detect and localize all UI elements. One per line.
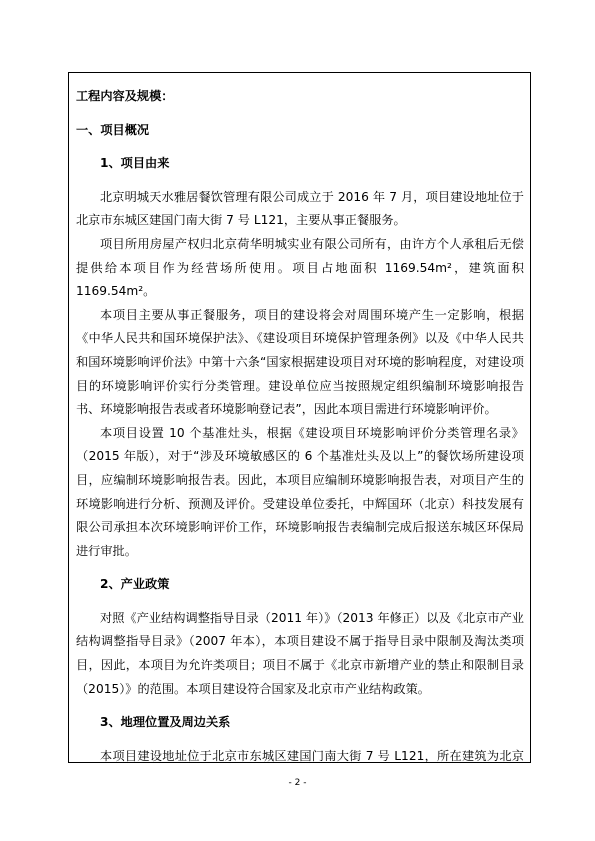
page-number: - 2 -	[288, 778, 307, 788]
heading-project-overview: 一、项目概况	[76, 122, 150, 137]
document-body	[69, 73, 530, 763]
subheading-location: 3、地理位置及周边关系	[100, 715, 231, 730]
paragraph-stoves: 本项目设置 10 个基准灶头，根据《建设项目环境影响评价分类管理名录》（2015 年版），对于“涉及环境敏感区的 6 个基准灶头及以上”的餐饮场所建设项目，应编制环境影响报告表。因此，本项目应编制环境影响报告表，对项目产生的环境影响进行分析、预测及评价。受建设单位委托，中辉国环（北京）科技发展有限公司承担本次环境影响评价工作，环境影响报告表编制完成后报送东城区环保局进行审批。	[76, 425, 524, 558]
subheading-project-origin: 1、项目由来	[100, 156, 170, 171]
paragraph-legal-basis: 本项目主要从事正餐服务，项目的建设将会对周围环境产生一定影响，根据《中华人民共和国环境保护法》、《建设项目环境保护管理条例》以及《中华人民共和国环境影响评价法》中第十六条“国家根据建设项目对环境的影响程度，对建设项目的环境影响评价实行分类管理。建设单位应当按照规定组织编制环境影响报告书、环境影响报告表或者环境影响登记表”，因此本项目需进行环境影响评价。	[76, 307, 524, 417]
paragraph-property: 项目所用房屋产权归北京荷华明城实业有限公司所有，由许方个人承租后无偿提供给本项目作为经营场所使用。项目占地面积 1169.54m²，建筑面积 1169.54m²。	[76, 236, 524, 299]
section-title: 工程内容及规模：	[76, 89, 174, 103]
content-frame	[68, 72, 531, 763]
paragraph-industry-policy: 对照《产业结构调整指导目录（2011 年）》（2013 年修正）以及《北京市产业结构调整指导目录》（2007 年本），本项目建设不属于指导目录中限制及淘汰类项目，因此，本项目为允许类项目；项目不属于《北京市新增产业的禁止和限制目录（2015）》的范围。本项目建设符合国家及北京市产业结构政策。	[76, 610, 524, 696]
subheading-industry-policy: 2、产业政策	[100, 577, 170, 592]
paragraph-location: 本项目建设地址位于北京市东城区建国门南大街 7 号 L121，所在建筑为北京	[100, 748, 524, 763]
paragraph-company-intro: 北京明城天水雅居餐饮管理有限公司成立于 2016 年 7 月，项目建设地址位于北京市东城区建国门南大街 7 号 L121，主要从事正餐服务。	[76, 189, 524, 228]
